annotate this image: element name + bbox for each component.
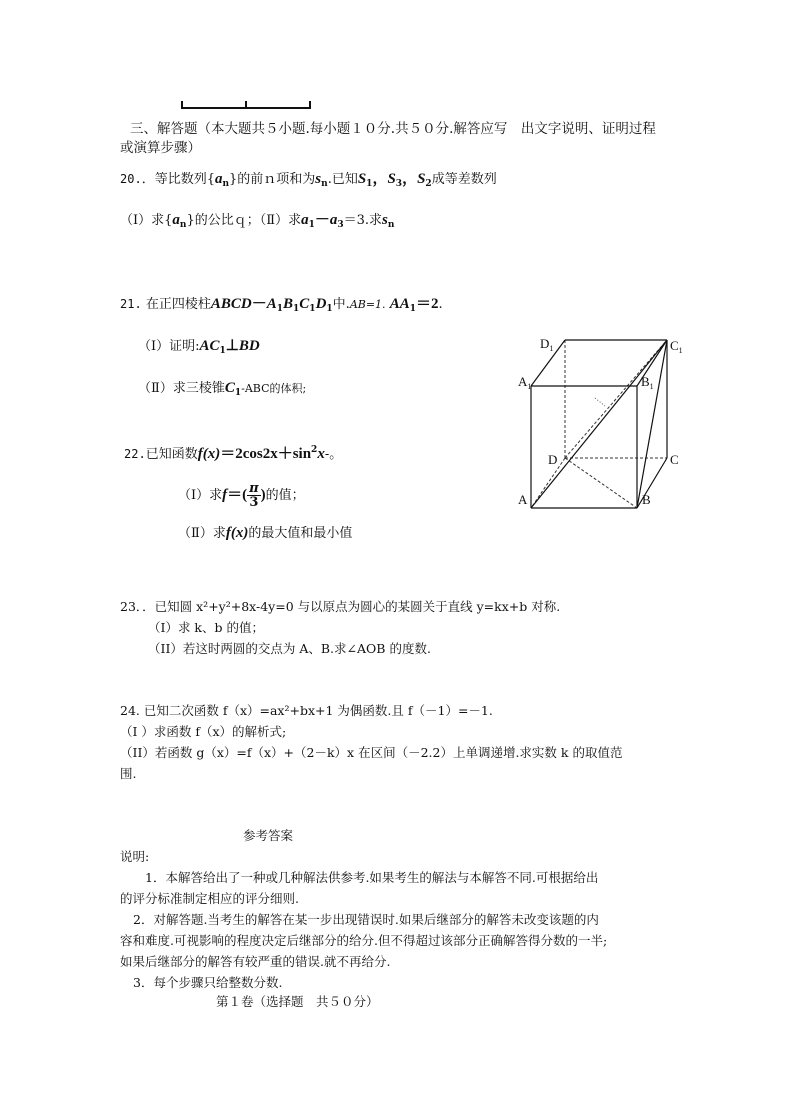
question-20: 20.．等比数列$\{a_n\}$的前ｎ项和为$s_n$.已知$S_1$，$S_3$，$S_2$成等差数列 [120, 171, 497, 189]
answer-blank-bracket [181, 101, 311, 109]
label-d: D [548, 452, 558, 467]
section-header-line2: 或演算步骤） [120, 140, 201, 156]
label-b: B [642, 492, 651, 507]
question-22-part2: （Ⅱ）求f(x)的最大值和最小值 [178, 525, 353, 541]
question-24-part2: （II）若函数 g（x）=f（x）+（2－k）x 在区间（－2.2）上单调递增.求实数 k 的取值范 [120, 745, 623, 760]
question-20-parts: （Ⅰ）求$\{a_n\}$的公比ｑ；（Ⅱ）求$a_1-a_3=3$.求$s_n$ [120, 212, 395, 230]
question-22: 22.已知函数$f(x)=2\cos 2x+\sin^2x-$。 [124, 445, 343, 462]
label-b1: $B_1$ [641, 374, 654, 391]
question-24-part2-cont: 围. [120, 766, 137, 781]
rule-1: 1．本解答给出了一种或几种解法供参考.如果考生的解法与本解答不同.可根据给出 [145, 870, 599, 885]
rule-3: 3．每个步骤只给整数分数. [133, 975, 283, 990]
question-23-part1: （I）求 k、b 的值； [148, 620, 264, 635]
label-a1: $A_1$ [518, 374, 532, 391]
rule-2-cont1: 容和难度.可视影响的程度决定后继部分的给分.但不得超过该部分正确解答得分数的一半; [120, 933, 608, 948]
answers-title: 参考答案 [243, 828, 294, 843]
rule-2-cont2: 如果后继部分的解答有较严重的错误.就不再给分. [120, 954, 391, 969]
prism-figure [510, 328, 690, 518]
question-21-part2: （Ⅱ）求三棱锥$C_1$-ABC的体积; [138, 380, 307, 398]
part-1-heading: 第１卷（选择题 共５０分） [216, 994, 379, 1009]
label-a: A [518, 492, 528, 507]
question-21-part1: （Ⅰ）证明$:AC_1\perp BD$ [138, 338, 260, 356]
question-24: 24. 已知二次函数 f（x）=ax²+bx+1 为偶函数.且 f（－1）=－1. [120, 703, 493, 718]
diag-ac1 [531, 340, 667, 508]
label-d1: $D_1$ [540, 336, 554, 353]
question-21: 21. 在正四棱柱$ABCD-A_1B_1C_1D_1$中.AB=1. $AA_1=2$. [120, 296, 443, 314]
question-23-part2: （II）若这时两圆的交点为 A、B.求∠AOB 的度数. [148, 641, 431, 656]
diag-a1b1 [595, 398, 605, 406]
section-header-line1: 三、解答题（本大题共５小题.每小题１０分.共５０分.解答应写 出文字说明、证明过程 [130, 121, 656, 137]
answers-intro: 说明: [120, 849, 150, 864]
question-22-part1: （Ⅰ）求f＝( $\frac{\pi}{3}$ )的值； [178, 481, 305, 510]
label-c1: $C_1$ [670, 338, 683, 355]
label-c: C [670, 452, 679, 467]
rule-2: 2．对解答题.当考生的解答在某一步出现错误时.如果后继部分的解答未改变该题的内 [133, 912, 599, 927]
question-23: 23．．已知圆 x²+y²+8x-4y=0 与以原点为圆心的某圆关于直线 y=kx+b 对称. [120, 599, 561, 614]
question-24-part1: （I ）求函数 f（x）的解析式; [120, 724, 287, 739]
diag-db [565, 458, 637, 508]
rule-1-cont: 的评分标准制定相应的评分细则. [120, 891, 299, 906]
diag-dc1 [565, 340, 667, 458]
